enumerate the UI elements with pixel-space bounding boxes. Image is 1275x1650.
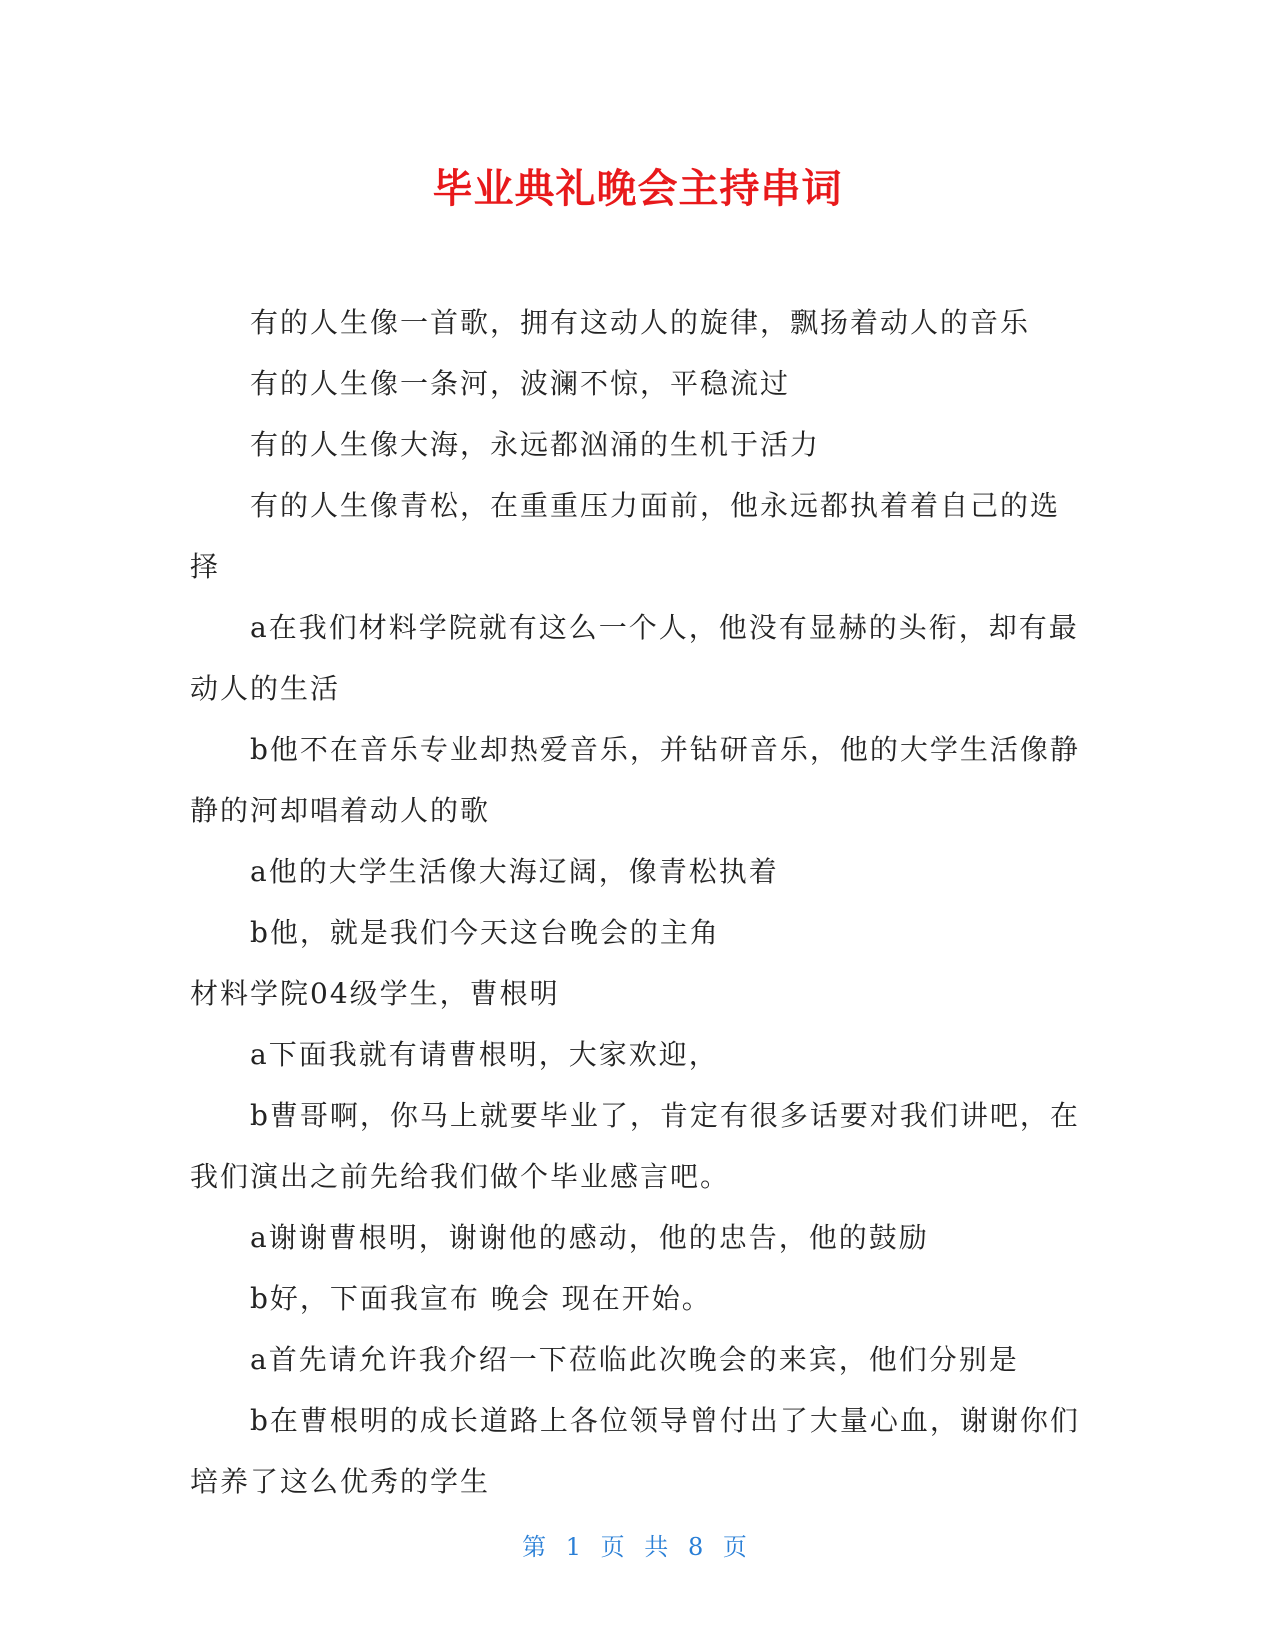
document-title: 毕业典礼晚会主持串词 bbox=[432, 166, 843, 212]
paragraph: a下面我就有请曹根明，大家欢迎， bbox=[250, 1038, 719, 1071]
footer-prefix: 第 bbox=[522, 1533, 553, 1561]
paragraph: b好，下面我宣布 晚会 现在开始。 bbox=[250, 1282, 712, 1315]
paragraph: b曹哥啊，你马上就要毕业了，肯定有很多话要对我们讲吧，在我们演出之前先给我们做个毕业感言吧。 bbox=[190, 1099, 1080, 1193]
page-footer bbox=[0, 1532, 1275, 1562]
paragraph: a他的大学生活像大海辽阔，像青松执着 bbox=[250, 855, 779, 888]
paragraph: a在我们材料学院就有这么一个人，他没有显赫的头衔，却有最动人的生活 bbox=[190, 611, 1079, 705]
paragraph: 材料学院04级学生，曹根明 bbox=[190, 977, 560, 1010]
paragraph: 有的人生像大海，永远都汹涌的生机于活力 bbox=[250, 428, 821, 461]
footer-middle: 页 共 bbox=[600, 1533, 675, 1561]
footer-suffix: 页 bbox=[722, 1533, 753, 1561]
paragraph: 有的人生像青松，在重重压力面前，他永远都执着着自己的选择 bbox=[190, 489, 1061, 583]
paragraph: b在曹根明的成长道路上各位领导曾付出了大量心血，谢谢你们培养了这么优秀的学生 bbox=[190, 1404, 1080, 1498]
document-body bbox=[190, 292, 1080, 1512]
paragraph: b他不在音乐专业却热爱音乐，并钻研音乐，他的大学生活像静静的河却唱着动人的歌 bbox=[190, 733, 1080, 827]
paragraph: b他，就是我们今天这台晚会的主角 bbox=[250, 916, 720, 949]
paragraph: 有的人生像一首歌，拥有这动人的旋律，飘扬着动人的音乐 bbox=[250, 306, 1031, 339]
paragraph: a谢谢曹根明，谢谢他的感动，他的忠告，他的鼓励 bbox=[250, 1221, 929, 1254]
footer-current-page: 1 bbox=[565, 1533, 588, 1561]
paragraph: a首先请允许我介绍一下莅临此次晚会的来宾，他们分别是 bbox=[250, 1343, 1019, 1376]
footer-total-pages: 8 bbox=[687, 1533, 710, 1561]
paragraph: 有的人生像一条河，波澜不惊，平稳流过 bbox=[250, 367, 791, 400]
